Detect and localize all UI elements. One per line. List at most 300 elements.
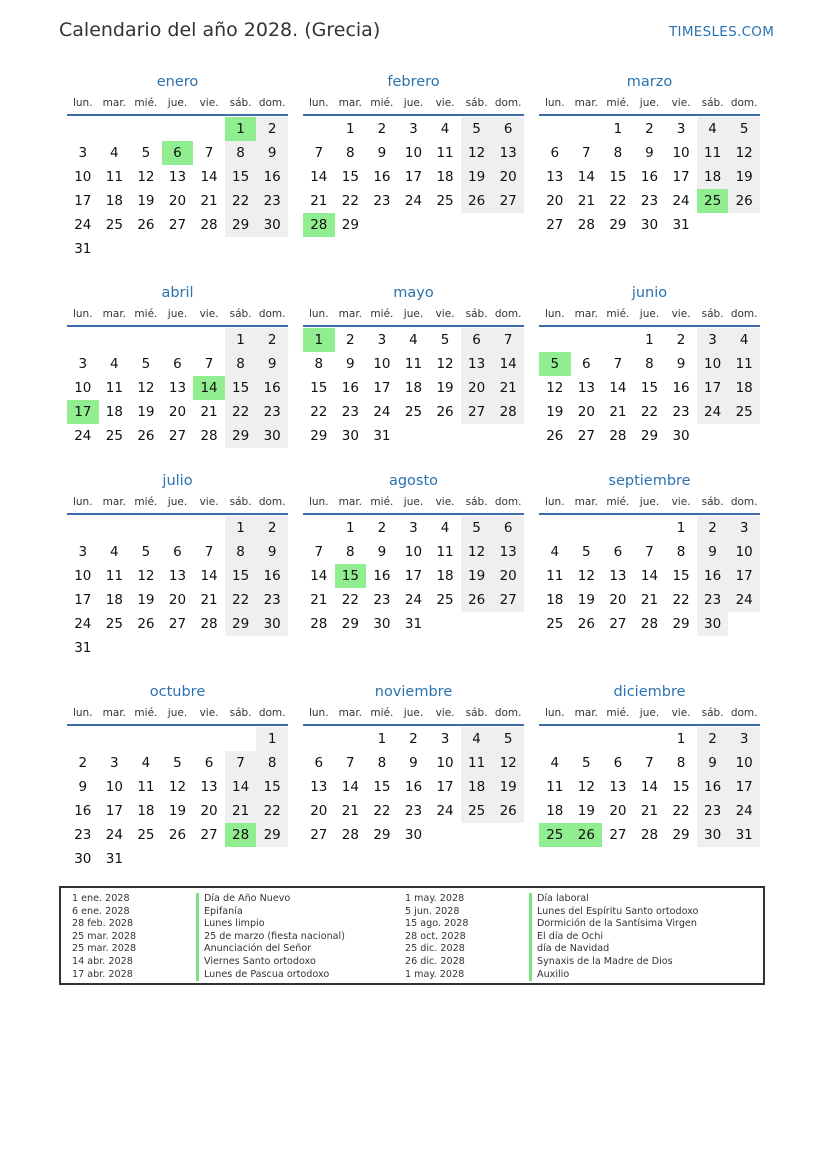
empty-cell [602,516,634,540]
day-cell: 24 [74,616,92,632]
day-cell: 24 [74,217,92,233]
weekday-label: mié. [370,707,394,719]
legend-names-left [196,893,345,981]
empty-cell [634,516,666,540]
empty-cell [130,117,162,141]
holiday-day-cell: 6 [162,141,194,165]
day-cell: 15 [672,779,690,795]
day-grid [303,117,524,237]
day-cell: 3 [78,544,88,560]
day-cell: 9 [377,145,387,161]
day-cell: 27 [546,217,564,233]
day-cell: 28 [640,616,659,632]
month-marzo [539,72,760,237]
day-cell: 7 [204,544,214,560]
day-cell: 26 [137,217,155,233]
weekday-label: vie. [435,97,455,109]
holiday-day-cell: 1 [225,117,257,141]
weekday-label: vie. [671,97,691,109]
weekday-header [303,702,524,724]
weekday-label: mar. [574,707,599,719]
day-cell: 9 [377,544,387,560]
empty-cell [602,727,634,751]
brand-link[interactable]: TIMESLES.COM [669,24,775,40]
day-cell: 19 [168,803,187,819]
empty-cell [130,727,162,751]
empty-cell [539,516,571,540]
day-cell: 30 [373,616,391,632]
header-rule [539,724,760,726]
weekday-label: jue. [639,496,660,508]
day-cell: 29 [225,424,257,448]
weekday-label: vie. [671,496,691,508]
holiday-name: Día de Año Nuevo [196,893,345,906]
weekday-label: sáb. [465,496,488,508]
weekday-label: jue. [403,308,424,320]
day-cell: 26 [461,588,493,612]
weekday-header [303,491,524,513]
day-cell: 12 [461,141,493,165]
holiday-day-cell: 1 [303,328,335,352]
day-cell: 27 [461,400,493,424]
holiday-legend [59,886,765,985]
day-grid [67,328,288,448]
day-cell: 7 [492,328,524,352]
holiday-date: 26 dic. 2028 [405,955,465,967]
day-cell: 25 [105,217,123,233]
day-cell: 4 [697,117,729,141]
holiday-name: Lunes limpio [196,918,345,931]
day-cell: 3 [440,731,450,747]
day-cell: 2 [256,516,288,540]
day-cell: 20 [168,193,187,209]
month-name: diciembre [613,684,686,700]
day-cell: 7 [582,145,591,161]
day-cell: 25 [436,193,454,209]
day-cell: 29 [310,428,328,444]
day-cell: 23 [256,400,288,424]
day-cell: 17 [373,380,391,396]
day-cell: 9 [78,779,88,795]
day-cell: 24 [373,404,391,420]
day-cell: 6 [613,544,623,560]
day-cell: 26 [168,827,187,843]
month-junio [539,283,760,448]
weekday-label: lun. [544,97,565,109]
day-cell: 5 [461,117,493,141]
day-cell: 26 [492,799,524,823]
day-cell: 14 [577,169,595,185]
holiday-date: 5 jun. 2028 [405,905,460,917]
day-cell: 3 [78,356,88,372]
day-cell: 10 [697,352,729,376]
day-grid [539,328,760,448]
day-cell: 20 [200,803,218,819]
weekday-header [303,303,524,325]
day-cell: 17 [728,775,760,799]
empty-cell [634,727,666,751]
holiday-date: 25 mar. 2028 [72,930,137,942]
day-cell: 27 [577,428,595,444]
holiday-day-cell: 26 [571,823,603,847]
empty-cell [571,117,603,141]
day-grid [67,727,288,871]
day-grid [539,516,760,636]
day-cell: 10 [74,169,92,185]
day-cell: 23 [341,404,359,420]
day-cell: 26 [577,616,595,632]
weekday-label: dom. [494,707,522,719]
day-cell: 15 [672,568,690,584]
holiday-name: Dormición de la Santísima Virgen [529,918,698,931]
day-cell: 27 [168,428,187,444]
header-rule [67,724,288,726]
weekday-label: sáb. [701,308,724,320]
day-cell: 23 [404,803,423,819]
day-cell: 12 [137,380,155,396]
empty-cell [571,328,603,352]
day-cell: 27 [310,827,328,843]
day-cell: 6 [613,755,623,771]
day-cell: 6 [173,356,182,372]
weekday-label: mar. [102,97,127,109]
day-cell: 8 [645,356,654,372]
day-cell: 10 [672,145,690,161]
day-cell: 19 [436,380,454,396]
day-cell: 18 [436,169,454,185]
day-cell: 24 [436,803,454,819]
day-cell: 15 [640,380,659,396]
day-cell: 31 [74,241,92,257]
day-cell: 24 [404,592,423,608]
day-cell: 21 [200,404,218,420]
day-cell: 1 [613,121,623,137]
holiday-day-cell: 5 [539,352,571,376]
header-rule [303,724,524,726]
holiday-date: 15 ago. 2028 [405,918,469,930]
weekday-label: mié. [606,97,630,109]
day-cell: 17 [74,193,92,209]
weekday-label: mié. [606,496,630,508]
day-cell: 22 [225,189,257,213]
day-cell: 8 [346,544,355,560]
day-cell: 24 [728,799,760,823]
day-cell: 18 [436,568,454,584]
day-cell: 18 [546,803,564,819]
day-cell: 29 [609,217,627,233]
day-cell: 5 [141,544,151,560]
day-cell: 11 [697,141,729,165]
day-cell: 12 [728,141,760,165]
day-cell: 9 [256,352,288,376]
day-cell: 28 [200,428,218,444]
weekday-label: dom. [258,707,286,719]
day-cell: 13 [168,568,187,584]
day-cell: 24 [74,428,92,444]
weekday-label: vie. [199,496,219,508]
day-cell: 5 [141,145,151,161]
day-cell: 28 [577,217,595,233]
day-cell: 29 [373,827,391,843]
holiday-date: 28 feb. 2028 [72,918,134,930]
month-diciembre [539,682,760,847]
day-cell: 24 [697,400,729,424]
month-febrero [303,72,524,237]
weekday-label: lun. [308,97,329,109]
empty-cell [67,328,99,352]
day-cell: 29 [341,217,359,233]
day-cell: 13 [546,169,564,185]
day-cell: 16 [373,568,391,584]
empty-cell [193,727,225,751]
holiday-date: 6 ene. 2028 [72,905,130,917]
day-cell: 13 [577,380,595,396]
day-cell: 8 [256,751,288,775]
day-cell: 6 [492,516,524,540]
day-cell: 2 [78,755,88,771]
empty-cell [539,328,571,352]
weekday-label: dom. [258,496,286,508]
day-cell: 20 [609,803,627,819]
weekday-header [539,303,760,325]
day-cell: 21 [200,193,218,209]
weekday-label: sáb. [701,97,724,109]
day-cell: 26 [461,189,493,213]
empty-cell [162,516,194,540]
day-cell: 17 [404,169,423,185]
weekday-label: vie. [671,308,691,320]
day-cell: 19 [461,564,493,588]
weekday-header [303,92,524,114]
day-cell: 7 [204,145,214,161]
holiday-name: Synaxis de la Madre de Dios [529,956,698,969]
day-cell: 3 [409,520,418,536]
legend-dates-right [405,893,468,981]
day-cell: 18 [137,803,155,819]
month-name: enero [156,74,199,90]
day-cell: 6 [204,755,214,771]
day-cell: 19 [137,193,155,209]
day-cell: 14 [640,568,659,584]
day-cell: 4 [440,121,450,137]
day-cell: 11 [105,169,123,185]
weekday-header [67,491,288,513]
day-cell: 12 [168,779,187,795]
day-cell: 16 [341,380,359,396]
day-cell: 1 [346,520,355,536]
day-cell: 11 [546,568,564,584]
day-cell: 9 [645,145,654,161]
day-cell: 22 [225,400,257,424]
weekday-label: sáb. [229,707,252,719]
month-name: julio [162,473,193,489]
month-julio [67,471,288,660]
day-cell: 2 [697,727,729,751]
weekday-label: mié. [134,496,158,508]
day-cell: 16 [74,803,92,819]
day-cell: 14 [341,779,359,795]
day-cell: 7 [225,751,257,775]
weekday-label: sáb. [701,707,724,719]
day-cell: 11 [436,145,454,161]
weekday-label: sáb. [465,308,488,320]
day-cell: 30 [640,217,659,233]
day-cell: 17 [697,376,729,400]
month-name: mayo [393,285,434,301]
holiday-name: Lunes de Pascua ortodoxo [196,969,345,982]
weekday-label: jue. [403,97,424,109]
day-cell: 30 [697,612,729,636]
day-cell: 6 [582,356,591,372]
day-cell: 25 [105,616,123,632]
day-cell: 12 [546,380,564,396]
weekday-label: jue. [167,97,188,109]
day-cell: 15 [225,165,257,189]
weekday-label: jue. [403,707,424,719]
weekday-label: mar. [102,308,127,320]
day-cell: 28 [640,827,659,843]
day-cell: 3 [409,121,418,137]
empty-cell [225,727,257,751]
day-cell: 31 [74,640,92,656]
holiday-day-cell: 28 [303,213,335,237]
holiday-day-cell: 17 [67,400,99,424]
day-cell: 29 [672,616,690,632]
day-cell: 11 [105,568,123,584]
day-cell: 12 [492,751,524,775]
day-cell: 11 [137,779,155,795]
day-cell: 6 [173,544,182,560]
month-name: junio [631,285,668,301]
day-cell: 28 [609,428,627,444]
day-cell: 1 [225,516,257,540]
weekday-label: mar. [338,707,363,719]
holiday-date: 28 oct. 2028 [405,930,466,942]
day-cell: 2 [377,520,387,536]
header-rule [67,114,288,116]
page-title: Calendario del año 2028. (Grecia) [59,19,381,41]
day-cell: 4 [728,328,760,352]
day-cell: 11 [546,779,564,795]
day-cell: 2 [377,121,387,137]
month-name: marzo [626,74,673,90]
holiday-name: Epifanía [196,906,345,919]
weekday-label: jue. [639,707,660,719]
day-cell: 8 [225,141,257,165]
day-cell: 15 [609,169,627,185]
day-cell: 18 [105,193,123,209]
weekday-label: lun. [308,496,329,508]
day-cell: 20 [546,193,564,209]
day-cell: 10 [404,544,423,560]
legend-names-right [529,893,698,981]
empty-cell [130,516,162,540]
weekday-label: mar. [574,97,599,109]
weekday-label: lun. [544,308,565,320]
empty-cell [67,516,99,540]
day-cell: 6 [550,145,560,161]
day-cell: 23 [256,189,288,213]
day-cell: 26 [436,404,454,420]
day-cell: 14 [200,568,218,584]
weekday-label: dom. [494,308,522,320]
day-cell: 16 [256,564,288,588]
month-name: agosto [388,473,439,489]
day-cell: 7 [645,544,654,560]
day-cell: 1 [225,328,257,352]
day-cell: 16 [373,169,391,185]
day-grid [303,727,524,847]
day-cell: 17 [74,592,92,608]
day-cell: 22 [373,803,391,819]
holiday-name: Auxilio [529,969,698,982]
day-cell: 22 [341,193,359,209]
weekday-label: mar. [338,308,363,320]
day-cell: 7 [314,145,324,161]
holiday-date: 14 abr. 2028 [72,955,133,967]
day-cell: 17 [728,564,760,588]
day-cell: 1 [346,121,355,137]
day-cell: 21 [310,193,328,209]
weekday-label: dom. [730,707,758,719]
day-cell: 4 [440,520,450,536]
day-cell: 20 [577,404,595,420]
day-cell: 13 [461,352,493,376]
day-cell: 28 [200,217,218,233]
day-cell: 31 [728,823,760,847]
empty-cell [335,727,367,751]
day-cell: 27 [492,588,524,612]
day-cell: 22 [609,193,627,209]
day-cell: 15 [225,564,257,588]
holiday-name: Lunes del Espíritu Santo ortodoxo [529,906,698,919]
day-cell: 15 [225,376,257,400]
day-cell: 18 [461,775,493,799]
day-cell: 30 [341,428,359,444]
day-cell: 13 [492,540,524,564]
day-cell: 30 [74,851,92,867]
month-name: abril [161,285,194,301]
day-cell: 10 [105,779,123,795]
empty-cell [539,727,571,751]
day-cell: 22 [341,592,359,608]
day-cell: 22 [256,799,288,823]
day-cell: 3 [728,516,760,540]
day-cell: 4 [550,544,560,560]
weekday-label: mié. [134,707,158,719]
day-cell: 31 [672,217,690,233]
day-cell: 19 [461,165,493,189]
day-cell: 9 [256,540,288,564]
day-cell: 5 [582,755,591,771]
day-cell: 26 [137,616,155,632]
weekday-label: lun. [544,707,565,719]
day-cell: 8 [377,755,387,771]
day-cell: 1 [256,727,288,751]
day-cell: 7 [613,356,623,372]
day-cell: 29 [256,823,288,847]
weekday-label: sáb. [229,308,252,320]
day-cell: 16 [640,169,659,185]
day-cell: 13 [168,169,187,185]
day-cell: 18 [105,592,123,608]
day-cell: 29 [225,213,257,237]
day-cell: 26 [137,428,155,444]
day-cell: 12 [577,568,595,584]
day-cell: 8 [676,544,686,560]
holiday-name: Anunciación del Señor [196,943,345,956]
day-cell: 25 [105,428,123,444]
